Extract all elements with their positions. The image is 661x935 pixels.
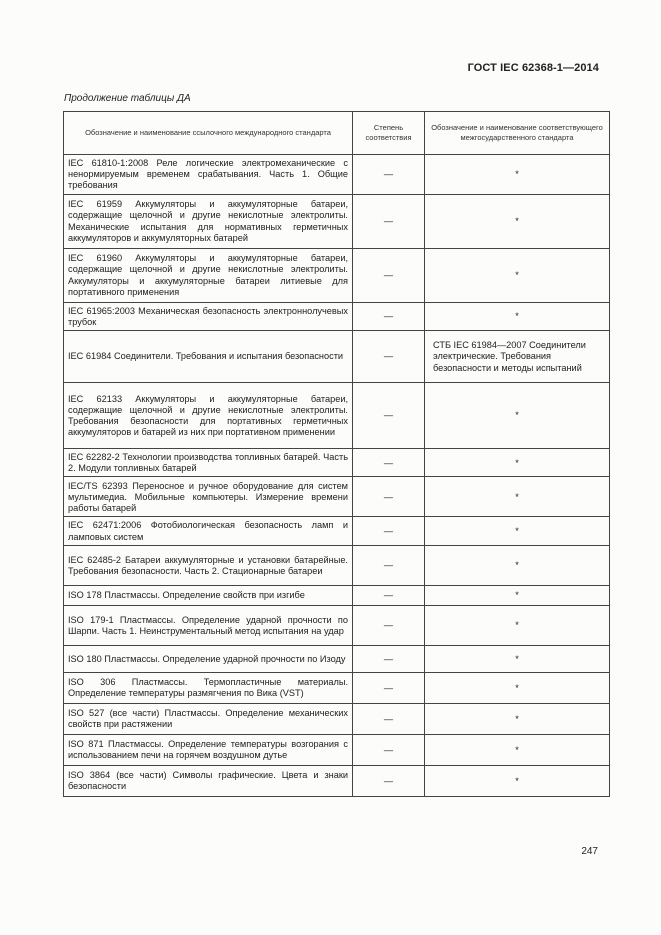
- page-number: 247: [581, 846, 598, 857]
- table-body: [64, 155, 610, 797]
- cell-interstate-standard: *: [425, 672, 610, 703]
- cell-degree-of-conformity: —: [353, 672, 425, 703]
- cell-international-standard: IEC 61965:2003 Механическая безопасность электроннолучевых трубок: [64, 302, 353, 330]
- cell-degree-of-conformity: —: [353, 585, 425, 605]
- table-row: [64, 517, 610, 545]
- cell-degree-of-conformity: —: [353, 703, 425, 734]
- cell-interstate-standard: *: [425, 734, 610, 765]
- cell-interstate-standard: *: [425, 248, 610, 302]
- document-header: ГОСТ IEC 62368-1—2014: [467, 62, 599, 74]
- cell-interstate-standard: *: [425, 155, 610, 195]
- cell-degree-of-conformity: —: [353, 331, 425, 383]
- cell-interstate-standard: *: [425, 585, 610, 605]
- cell-interstate-standard: *: [425, 194, 610, 248]
- table-row: [64, 331, 610, 383]
- table-row: [64, 585, 610, 605]
- table-row: [64, 545, 610, 585]
- cell-international-standard: IEC 61984 Соединители. Требования и испытания безопасности: [64, 331, 353, 383]
- table-row: [64, 194, 610, 248]
- cell-international-standard: IEC 62485-2 Батареи аккумуляторные и установки батарейные. Требования безопасности. Часть 2. Стационарные батареи: [64, 545, 353, 585]
- cell-interstate-standard: *: [425, 449, 610, 477]
- table-row: [64, 449, 610, 477]
- cell-international-standard: ISO 306 Пластмассы. Термопластичные материалы. Определение температуры размягчения по Вика (VST): [64, 672, 353, 703]
- cell-interstate-standard: *: [425, 545, 610, 585]
- cell-interstate-standard: *: [425, 605, 610, 645]
- cell-interstate-standard: *: [425, 383, 610, 449]
- cell-international-standard: IEC 62133 Аккумуляторы и аккумуляторные батареи, содержащие щелочной и другие некислотные электролиты. Требования безопасности для портативных герметичных аккумуляторов и батарей из них при портативном применении: [64, 383, 353, 449]
- table-row: [64, 302, 610, 330]
- table-row: [64, 248, 610, 302]
- cell-degree-of-conformity: —: [353, 155, 425, 195]
- table-row: [64, 734, 610, 765]
- cell-degree-of-conformity: —: [353, 605, 425, 645]
- table-row: [64, 605, 610, 645]
- cell-degree-of-conformity: —: [353, 734, 425, 765]
- header-interstate-standard: Обозначение и наименование соответствующего межгосударственного стандарта: [425, 112, 610, 155]
- cell-international-standard: ISO 527 (все части) Пластмассы. Определение механических свойств при растяжении: [64, 703, 353, 734]
- cell-interstate-standard: *: [425, 517, 610, 545]
- cell-degree-of-conformity: —: [353, 645, 425, 672]
- table-caption: Продолжение таблицы ДА: [64, 93, 191, 104]
- table-row: [64, 383, 610, 449]
- cell-international-standard: ISO 871 Пластмассы. Определение температуры возгорания с использованием печи на горячем воздушном дутье: [64, 734, 353, 765]
- cell-international-standard: ISO 179-1 Пластмассы. Определение ударной прочности по Шарпи. Часть 1. Неинструментальный метод испытания на удар: [64, 605, 353, 645]
- cell-degree-of-conformity: —: [353, 517, 425, 545]
- cell-international-standard: IEC 62282-2 Технологии производства топливных батарей. Часть 2. Модули топливных батарей: [64, 449, 353, 477]
- cell-international-standard: ISO 180 Пластмассы. Определение ударной прочности по Изоду: [64, 645, 353, 672]
- cell-degree-of-conformity: —: [353, 194, 425, 248]
- header-degree-of-conformity: Степень соответствия: [353, 112, 425, 155]
- table-header-row: [64, 112, 610, 155]
- table-row: [64, 155, 610, 195]
- cell-degree-of-conformity: —: [353, 449, 425, 477]
- table-row: [64, 703, 610, 734]
- cell-international-standard: IEC 61960 Аккумуляторы и аккумуляторные батареи, содержащие щелочной и другие некислотные электролиты. Аккумуляторы и аккумуляторные батареи литиевые для портативного применения: [64, 248, 353, 302]
- table-row: [64, 645, 610, 672]
- cell-degree-of-conformity: —: [353, 477, 425, 517]
- cell-interstate-standard: *: [425, 302, 610, 330]
- cell-degree-of-conformity: —: [353, 383, 425, 449]
- cell-interstate-standard: СТБ IEC 61984—2007 Соединители электрические. Требования безопасности и методы испытаний: [425, 331, 610, 383]
- cell-interstate-standard: *: [425, 703, 610, 734]
- table-row: [64, 477, 610, 517]
- cell-international-standard: IEC 61959 Аккумуляторы и аккумуляторные батареи, содержащие щелочной и другие некислотные электролиты. Механические испытания для нормативных герметичных аккумуляторов и аккумуляторных батарей: [64, 194, 353, 248]
- cell-degree-of-conformity: —: [353, 545, 425, 585]
- cell-degree-of-conformity: —: [353, 248, 425, 302]
- cell-interstate-standard: *: [425, 477, 610, 517]
- cell-interstate-standard: *: [425, 765, 610, 796]
- cell-international-standard: IEC/TS 62393 Переносное и ручное оборудование для систем мультимедиа. Мобильные компьютеры. Измерение времени работы батарей: [64, 477, 353, 517]
- cell-international-standard: IEC 61810-1:2008 Реле логические электромеханические с ненормируемым временем срабатывания. Часть 1. Общие требования: [64, 155, 353, 195]
- cell-international-standard: ISO 178 Пластмассы. Определение свойств при изгибе: [64, 585, 353, 605]
- cell-international-standard: IEC 62471:2006 Фотобиологическая безопасность ламп и ламповых систем: [64, 517, 353, 545]
- cell-degree-of-conformity: —: [353, 765, 425, 796]
- table-row: [64, 672, 610, 703]
- table-row: [64, 765, 610, 796]
- cell-interstate-standard: *: [425, 645, 610, 672]
- header-international-standard: Обозначение и наименование ссылочного международного стандарта: [64, 112, 353, 155]
- reference-table: [63, 111, 610, 797]
- cell-international-standard: ISO 3864 (все части) Символы графические. Цвета и знаки безопасности: [64, 765, 353, 796]
- cell-degree-of-conformity: —: [353, 302, 425, 330]
